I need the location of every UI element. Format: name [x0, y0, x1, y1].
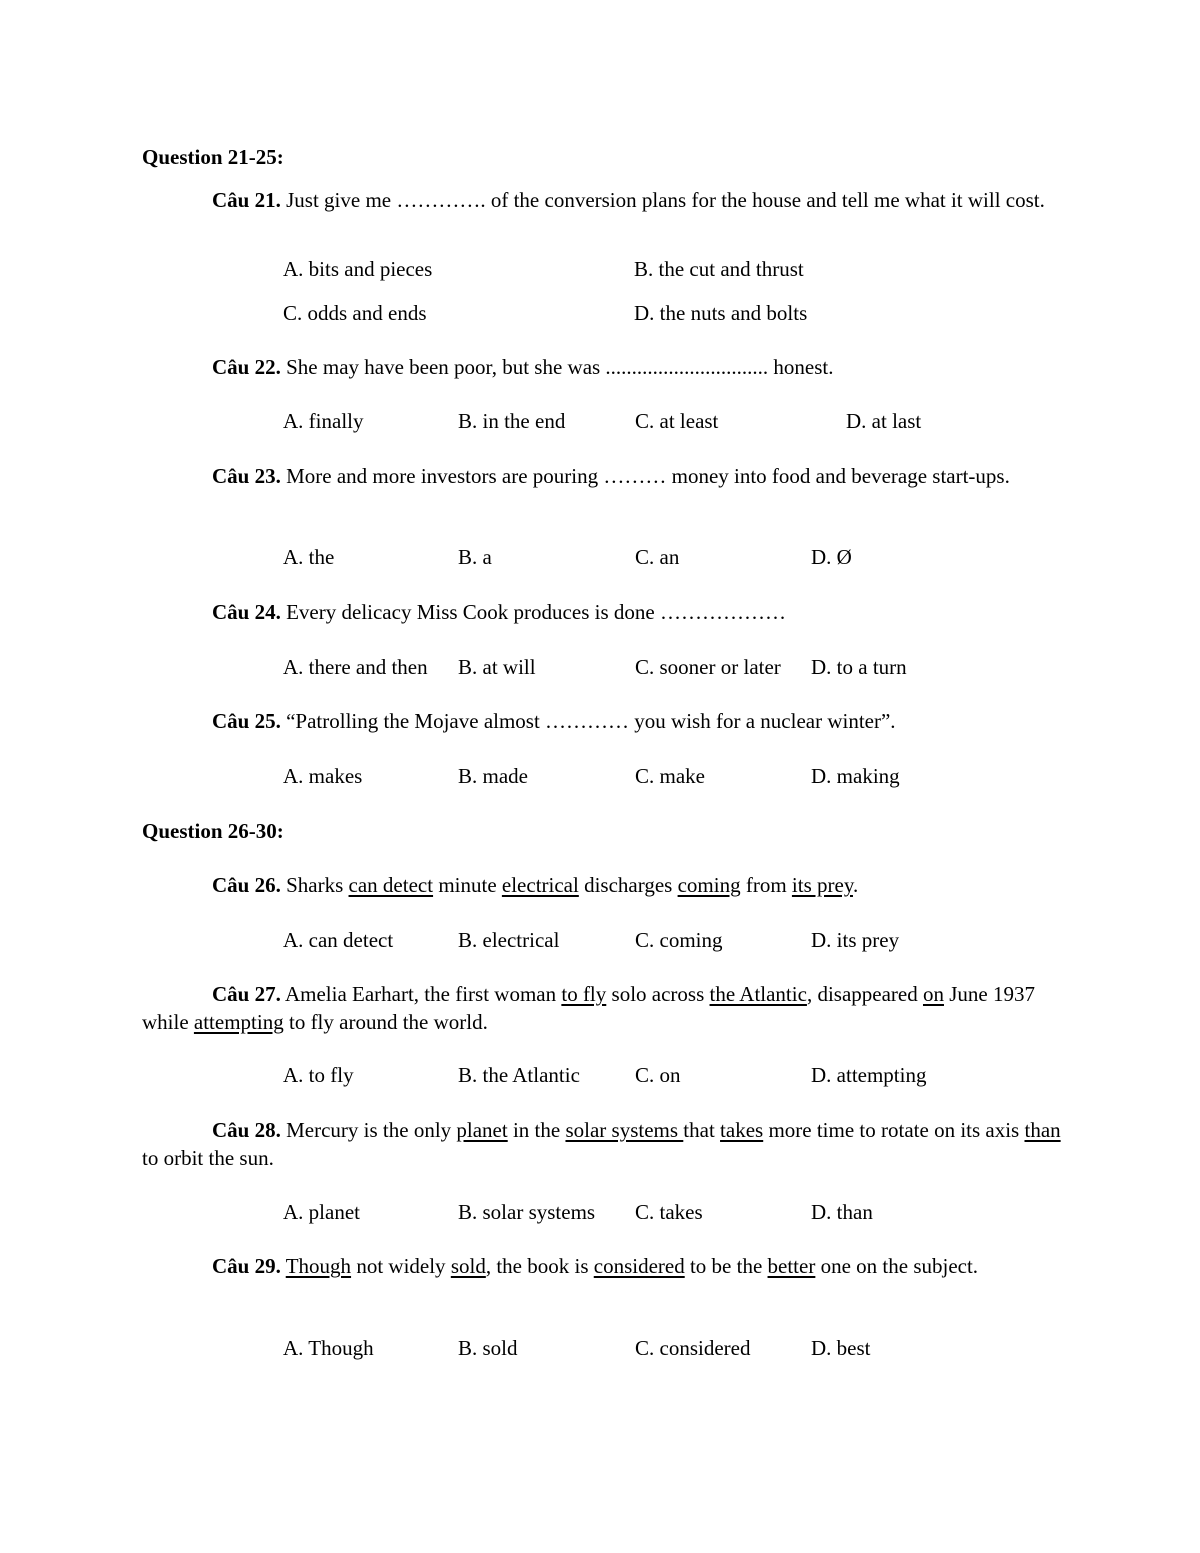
question-22-option-a[interactable]: A. finally — [283, 409, 364, 433]
stem-text: to fly around the world. — [283, 1010, 488, 1034]
question-24-option-c[interactable]: C. sooner or later — [635, 655, 781, 679]
question-22-stem — [142, 353, 1062, 381]
question-26-option-d[interactable]: D. its prey — [811, 928, 900, 952]
underlined-phrase: considered — [593, 1254, 685, 1278]
question-23-option-c[interactable]: C. an — [635, 545, 680, 569]
question-text: More and more investors are pouring ……… money into food and beverage start-ups. — [280, 464, 1010, 488]
question-29-option-c[interactable]: C. considered — [635, 1336, 751, 1360]
question-number: Câu 24. — [212, 600, 281, 624]
question-27-option-b[interactable]: B. the Atlantic — [458, 1063, 580, 1087]
question-27-option-d[interactable]: D. attempting — [811, 1063, 927, 1087]
question-27-option-c[interactable]: C. on — [635, 1063, 681, 1087]
underlined-phrase: takes — [720, 1118, 764, 1142]
question-22-option-d[interactable]: D. at last — [846, 409, 922, 433]
underlined-phrase: than — [1024, 1118, 1061, 1142]
section-heading: Question 21-25: — [142, 145, 284, 169]
stem-text: one on the subject. — [815, 1254, 979, 1278]
question-21-option-d[interactable]: D. the nuts and bolts — [634, 301, 808, 325]
question-21-option-b[interactable]: B. the cut and thrust — [634, 257, 804, 281]
question-text: She may have been poor, but she was ............................... honest. — [280, 355, 834, 379]
question-29-stem — [142, 1252, 1062, 1280]
stem-text: Sharks — [280, 873, 349, 897]
underlined-phrase: to fly — [561, 982, 607, 1006]
stem-text: more time to rotate on its axis — [763, 1118, 1025, 1142]
underlined-phrase: solar systems — [565, 1118, 684, 1142]
question-number: Câu 21. — [212, 188, 281, 212]
question-29-option-a[interactable]: A. Though — [283, 1336, 374, 1360]
question-26-stem — [142, 871, 1062, 899]
question-number: Câu 27. — [212, 982, 281, 1006]
question-26-option-a[interactable]: A. can detect — [283, 928, 394, 952]
question-number: Câu 28. — [212, 1118, 281, 1142]
underlined-phrase: its prey — [791, 873, 853, 897]
question-25-option-d[interactable]: D. making — [811, 764, 900, 788]
section-heading: Question 26-30: — [142, 819, 284, 843]
question-27-option-a[interactable]: A. to fly — [283, 1063, 354, 1087]
underlined-phrase: planet — [456, 1118, 508, 1142]
underlined-phrase: coming — [677, 873, 741, 897]
underlined-phrase: can detect — [348, 873, 434, 897]
question-text: “Patrolling the Mojave almost ………… you wish for a nuclear winter”. — [280, 709, 896, 733]
question-23-option-b[interactable]: B. a — [458, 545, 492, 569]
stem-text: Mercury is the only — [280, 1118, 457, 1142]
question-25-option-c[interactable]: C. make — [635, 764, 705, 788]
stem-text: minute — [433, 873, 502, 897]
stem-text: , disappeared — [806, 982, 923, 1006]
question-28-option-c[interactable]: C. takes — [635, 1200, 703, 1224]
underlined-phrase: Though — [285, 1254, 352, 1278]
question-number: Câu 29. — [212, 1254, 281, 1278]
question-24-stem — [142, 598, 1062, 626]
question-28-option-b[interactable]: B. solar systems — [458, 1200, 596, 1224]
stem-text: . — [852, 873, 859, 897]
question-24-option-b[interactable]: B. at will — [458, 655, 536, 679]
question-21-option-c[interactable]: C. odds and ends — [283, 301, 427, 325]
stem-text: solo across — [606, 982, 710, 1006]
stem-text: in the — [507, 1118, 566, 1142]
question-text: Every delicacy Miss Cook produces is done ……………… — [280, 600, 786, 624]
question-number: Câu 22. — [212, 355, 281, 379]
question-21-stem — [142, 186, 1062, 214]
underlined-phrase: on — [922, 982, 944, 1006]
stem-text: to be the — [684, 1254, 768, 1278]
stem-text: Amelia Earhart, the first woman — [280, 982, 562, 1006]
question-number: Câu 26. — [212, 873, 281, 897]
question-21-option-a[interactable]: A. bits and pieces — [283, 257, 433, 281]
question-28-option-d[interactable]: D. than — [811, 1200, 873, 1224]
question-28-stem — [142, 1116, 1062, 1172]
question-29-option-b[interactable]: B. sold — [458, 1336, 518, 1360]
question-25-option-a[interactable]: A. makes — [283, 764, 363, 788]
question-22-option-b[interactable]: B. in the end — [458, 409, 566, 433]
question-29-option-d[interactable]: D. best — [811, 1336, 871, 1360]
question-25-stem — [142, 707, 1062, 735]
question-24-option-d[interactable]: D. to a turn — [811, 655, 907, 679]
question-text: Just give me …………. of the conversion plans for the house and tell me what it will cost. — [280, 188, 1045, 212]
underlined-phrase: electrical — [501, 873, 579, 897]
stem-text: to orbit the sun. — [142, 1146, 274, 1170]
question-28-option-a[interactable]: A. planet — [283, 1200, 360, 1224]
underlined-phrase: sold — [450, 1254, 486, 1278]
question-23-stem — [142, 462, 1062, 490]
question-25-option-b[interactable]: B. made — [458, 764, 528, 788]
stem-text: discharges — [578, 873, 678, 897]
underlined-phrase: better — [767, 1254, 816, 1278]
stem-text: June 1937 while — [142, 982, 1035, 1034]
underlined-phrase: the Atlantic — [709, 982, 807, 1006]
question-23-option-a[interactable]: A. the — [283, 545, 335, 569]
question-24-option-a[interactable]: A. there and then — [283, 655, 428, 679]
question-26-option-b[interactable]: B. electrical — [458, 928, 560, 952]
question-22-option-c[interactable]: C. at least — [635, 409, 719, 433]
question-number: Câu 23. — [212, 464, 281, 488]
stem-text: from — [740, 873, 792, 897]
question-27-stem — [142, 980, 1062, 1036]
question-26-option-c[interactable]: C. coming — [635, 928, 723, 952]
stem-text: not widely — [351, 1254, 451, 1278]
question-23-option-d[interactable]: D. Ø — [811, 545, 852, 569]
question-number: Câu 25. — [212, 709, 281, 733]
stem-text: that — [683, 1118, 721, 1142]
underlined-phrase: attempting — [193, 1010, 284, 1034]
stem-text: , the book is — [485, 1254, 594, 1278]
